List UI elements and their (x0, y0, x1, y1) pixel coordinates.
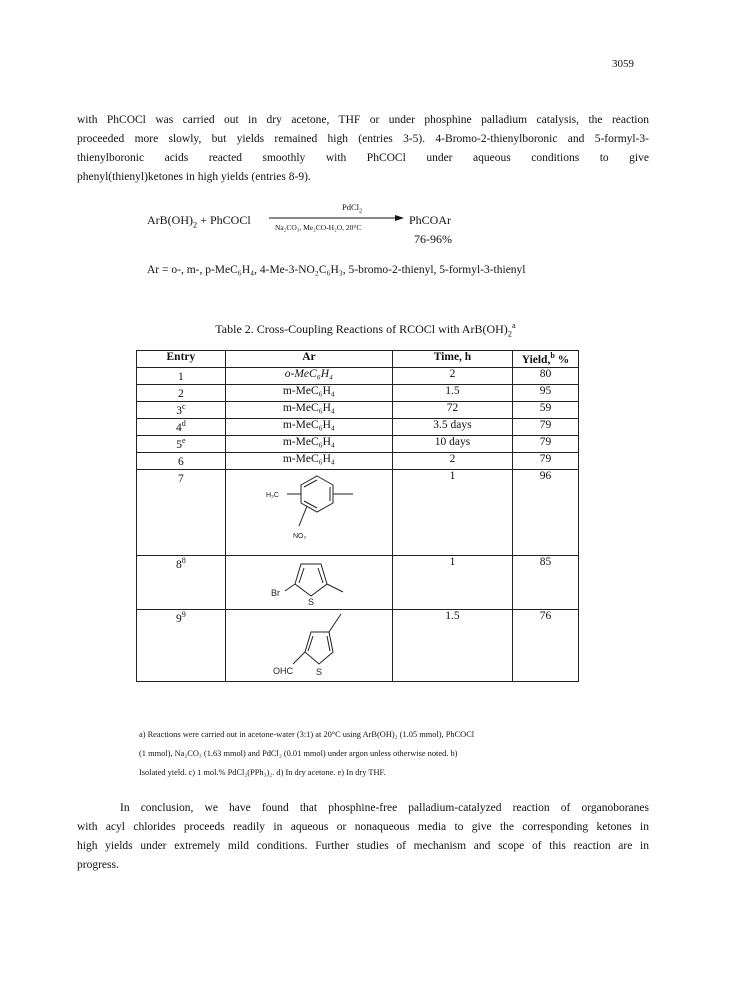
cell-time: 2 (393, 453, 513, 470)
cell-yield: 79 (512, 419, 578, 436)
table-header-row (137, 351, 579, 368)
entry-number: 4 (175, 421, 182, 434)
table-footnotes (139, 725, 589, 782)
cell-yield: 79 (512, 436, 578, 453)
table-row (137, 419, 579, 436)
cell-ar: m-MeC₆H₄ (225, 436, 392, 453)
reactant-1: ArB(OH) (147, 213, 193, 227)
catalyst-subscript: 2 (359, 208, 362, 215)
cell-entry (137, 610, 226, 682)
table-row (137, 470, 579, 556)
cell-yield: 80 (512, 368, 578, 385)
cell-entry (137, 556, 226, 610)
methyl-nitrophenyl-structure (249, 472, 369, 552)
table-caption-subscript: 2 (507, 329, 512, 339)
cell-time: 1.5 (393, 385, 513, 402)
table-caption-text: Table 2. Cross-Coupling Reactions of RCOCl with ArB(OH) (215, 322, 508, 336)
scheme-yield: 76-96% (414, 232, 452, 246)
cell-entry (137, 453, 226, 470)
bromothienyl-structure (249, 558, 369, 608)
cell-time: 1.5 (393, 610, 513, 682)
entry-number: 7 (178, 472, 184, 485)
entry-superscript: d (181, 419, 186, 428)
table-caption-superscript: a (511, 321, 516, 330)
plus-sign: + (200, 213, 207, 227)
scheme-reactants (147, 213, 251, 229)
cell-ar: m-MeC₆H₄ (225, 402, 392, 419)
cell-entry (137, 385, 226, 402)
reaction-scheme (147, 202, 567, 272)
formyl-label: OHC (272, 666, 293, 676)
cell-time: 10 days (393, 436, 513, 453)
reactant-1-subscript: 2 (193, 220, 198, 230)
header-time: Time, h (393, 351, 513, 368)
table-row (137, 610, 579, 682)
results-table (136, 350, 579, 682)
text-line: with acyl chlorides proceeds readily in aqueous or nonaqueous media to give the corresponding ketones in (77, 821, 649, 833)
text-line: with PhCOCl was carried out in dry acetone, THF or under phosphine palladium catalysis, the reaction (77, 114, 649, 126)
nitro-label: NO₂ (292, 533, 307, 540)
cell-ar (225, 556, 392, 610)
entry-number: 6 (178, 455, 184, 468)
table-row (137, 385, 579, 402)
page-number: 3059 (612, 58, 634, 70)
table-row (137, 368, 579, 385)
entry-superscript: c (181, 402, 186, 411)
entry-number: 3 (176, 404, 182, 417)
header-yield-text: Yield, (521, 353, 551, 366)
cell-yield: 59 (512, 402, 578, 419)
reactant-2: PhCOCl (209, 213, 251, 227)
entry-number: 5 (176, 438, 182, 451)
header-yield (512, 351, 578, 368)
reaction-arrow (269, 214, 405, 222)
formylthienyl-structure (249, 612, 369, 678)
cell-entry (137, 402, 226, 419)
text-line: In conclusion, we have found that phosphine-free palladium-catalyzed reaction of organoboranes (120, 802, 649, 814)
cell-yield: 85 (512, 556, 578, 610)
scheme-catalyst (297, 202, 407, 215)
cell-ar: m-MeC₆H₄ (225, 385, 392, 402)
footnote-line: a) Reactions were carried out in acetone-water (3:1) at 20°C using ArB(OH)₂ (1.05 mmol), PhCOCl (139, 730, 475, 739)
footnote-line: Isolated yield. c) 1 mol.% PdCl₂(PPh₃)₂. d) In dry acetone. e) In dry THF. (139, 768, 386, 777)
header-yield-unit: % (557, 353, 570, 366)
catalyst-text: PdCl (342, 202, 360, 212)
cell-time: 3.5 days (393, 419, 513, 436)
header-entry: Entry (137, 351, 226, 368)
cell-entry (137, 419, 226, 436)
methyl-label: H₃C (265, 492, 279, 499)
entry-number: 2 (178, 387, 184, 400)
footnote-line: (1 mmol), Na₂CO₃ (1.63 mmol) and PdCl₂ (0.01 mmol) under argon unless otherwise noted. b) (139, 749, 458, 758)
entry-number: 1 (178, 370, 184, 383)
cell-time: 1 (393, 470, 513, 556)
ar-definition: Ar = o-, m-, p-MeC₆H₄, 4-Me-3-NO₂C₆H₃, 5-bromo-2-thienyl, 5-formyl-3-thienyl (147, 264, 526, 276)
cell-ar: o-MeC₆H₄ (225, 368, 392, 385)
header-ar: Ar (225, 351, 392, 368)
cell-ar: m-MeC₆H₄ (225, 453, 392, 470)
entry-superscript: 9 (181, 610, 186, 619)
entry-superscript: 8 (181, 556, 186, 565)
table-caption (0, 321, 731, 338)
sulfur-label: S (307, 597, 314, 607)
text-line: phenyl(thienyl)ketones in high yields (entries 8-9). (77, 171, 311, 183)
cell-yield: 96 (512, 470, 578, 556)
sulfur-label: S (315, 667, 322, 677)
table-row (137, 453, 579, 470)
cell-yield: 79 (512, 453, 578, 470)
body-paragraph-2 (77, 799, 649, 875)
table-row (137, 402, 579, 419)
cell-yield: 95 (512, 385, 578, 402)
cell-time: 72 (393, 402, 513, 419)
cell-time: 1 (393, 556, 513, 610)
bromo-label: Br (270, 588, 280, 598)
scheme-product: PhCOAr (409, 213, 452, 227)
table-row (137, 556, 579, 610)
cell-ar (225, 470, 392, 556)
scheme-conditions: Na₂CO₃, Me₂CO-H₂O, 20°C (275, 223, 362, 232)
body-paragraph-1 (77, 111, 649, 187)
cell-entry (137, 436, 226, 453)
cell-ar (225, 610, 392, 682)
entry-number: 8 (175, 558, 182, 571)
cell-entry (137, 368, 226, 385)
cell-yield: 76 (512, 610, 578, 682)
header-yield-superscript: b (550, 351, 555, 360)
entry-superscript: e (181, 436, 186, 445)
text-line: progress. (77, 859, 119, 871)
text-line: proceeded more slowly, but yields remained high (entries 3-5). 4-Bromo-2-thienylboronic and 5-formyl-3- (77, 133, 649, 145)
cell-entry (137, 470, 226, 556)
text-line: thienylboronic acids reacted smoothly with PhCOCl under aqueous conditions to give (77, 152, 649, 164)
cell-time: 2 (393, 368, 513, 385)
cell-ar: m-MeC₆H₄ (225, 419, 392, 436)
entry-number: 9 (175, 612, 182, 625)
table-row (137, 436, 579, 453)
text-line: high yields under extremely mild conditions. Further studies of mechanism and scope of this reaction are in (77, 840, 649, 852)
